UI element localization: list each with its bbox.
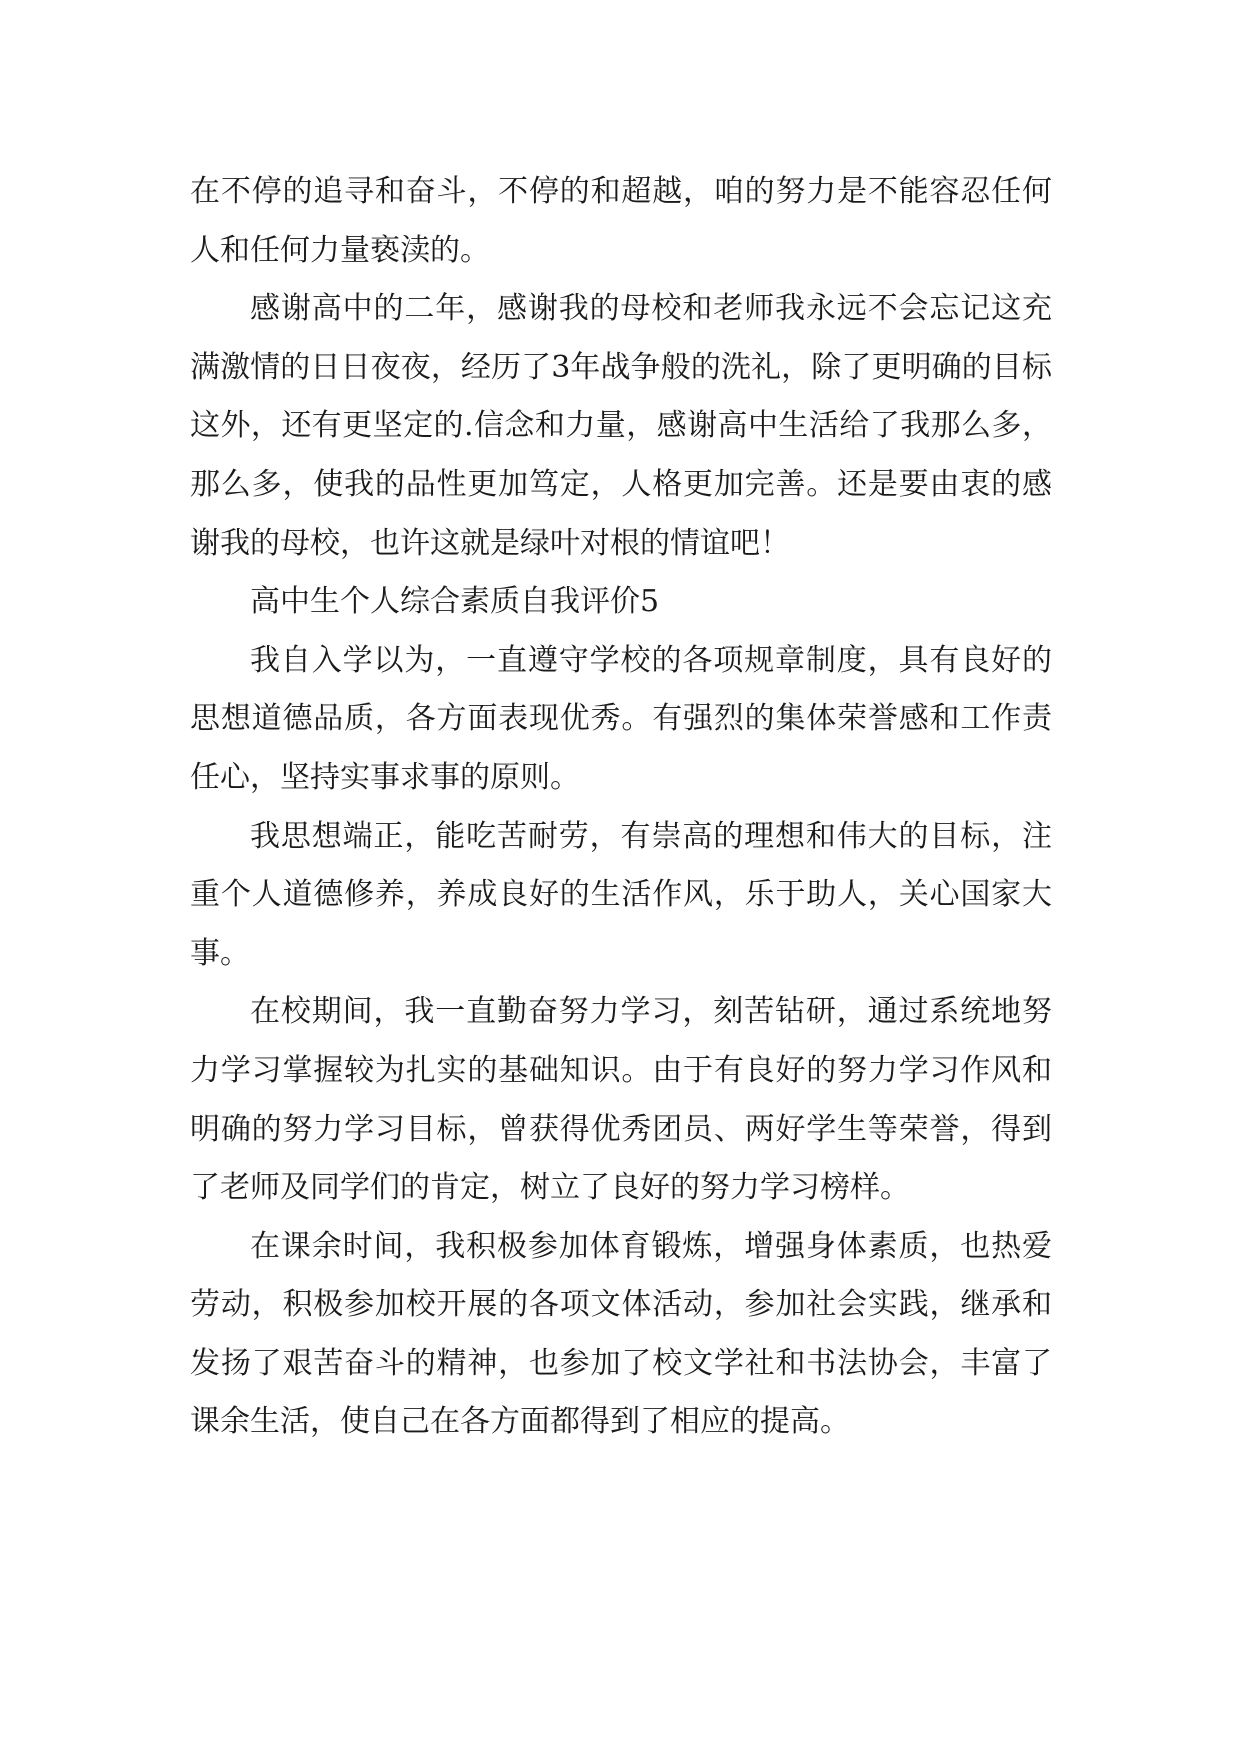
paragraph-5: 在校期间，我一直勤奋努力学习，刻苦钻研，通过系统地努力学习掌握较为扎实的基础知识。由于有良好的努力学习作风和明确的努力学习目标，曾获得优秀团员、两好学生等荣誉，得到了老师及同学们的肯定，树立了良好的努力学习榜样。 xyxy=(190,994,1052,1206)
paragraph-4: 我思想端正，能吃苦耐劳，有崇高的理想和伟大的目标，注重个人道德修养，养成良好的生活作风，乐于助人，关心国家大事。 xyxy=(190,818,1052,971)
paragraph-3: 我自入学以为，一直遵守学校的各项规章制度，具有良好的思想道德品质，各方面表现优秀。有强烈的集体荣誉感和工作责任心，坚持实事求事的原则。 xyxy=(190,642,1052,795)
paragraph-6: 在课余时间，我积极参加体育锻炼，增强身体素质，也热爱劳动，积极参加校开展的各项文体活动，参加社会实践，继承和发扬了艰苦奋斗的精神，也参加了校文学社和书法协会，丰富了课余生活，使自己在各方面都得到了相应的提高。 xyxy=(190,1228,1052,1440)
section-heading: 高中生个人综合素质自我评价5 xyxy=(250,584,660,620)
paragraph-2: 感谢高中的二年，感谢我的母校和老师我永远不会忘记这充满激情的日日夜夜，经历了3年战争般的洗礼，除了更明确的目标这外，还有更坚定的.信念和力量，感谢高中生活给了我那么多，那么多，使我的品性更加笃定，人格更加完善。还是要由衷的感谢我的母校，也许这就是绿叶对根的情谊吧！ xyxy=(190,291,1052,561)
paragraph-1: 在不停的追寻和奋斗，不停的和超越，咱的努力是不能容忍任何人和任何力量亵渎的。 xyxy=(190,174,1052,268)
document-body xyxy=(190,163,1052,1452)
